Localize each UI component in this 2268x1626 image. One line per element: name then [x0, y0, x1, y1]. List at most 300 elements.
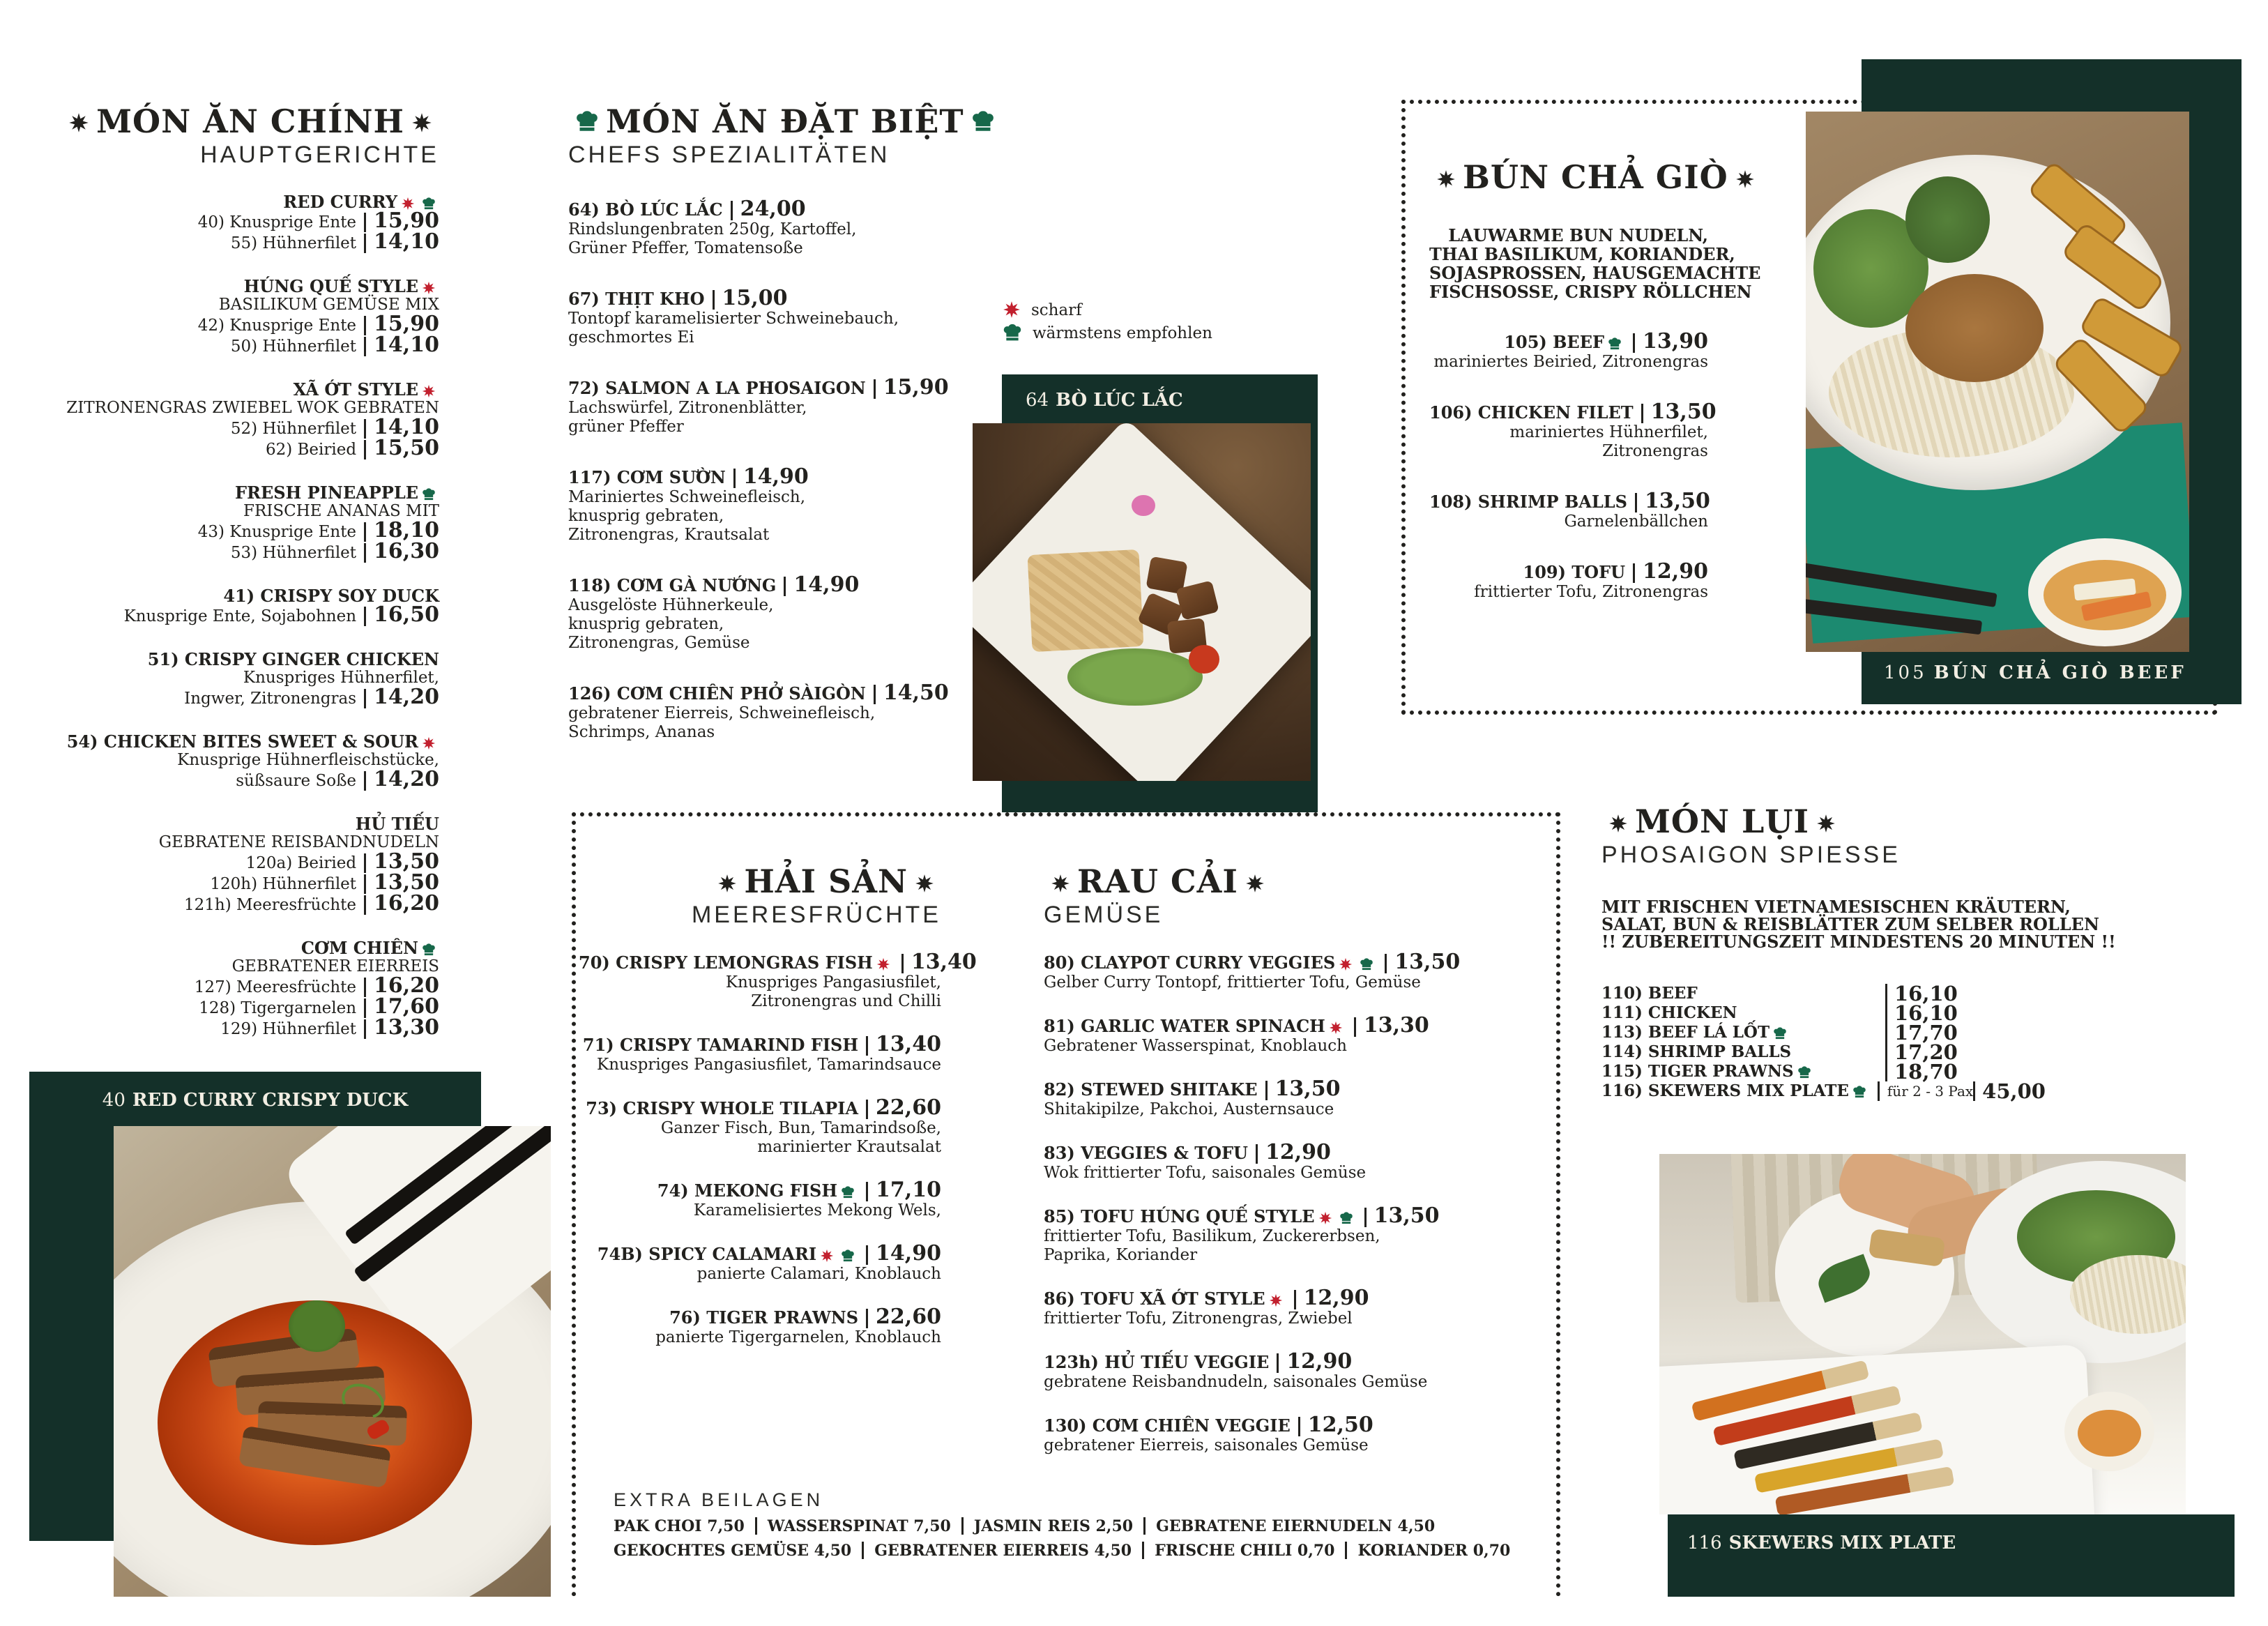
chili-icon: [1265, 1289, 1286, 1309]
item-desc: Mariniertes Schweinefleisch,: [568, 488, 806, 506]
star-icon: [61, 102, 96, 140]
menu-item: [568, 681, 949, 742]
section-extra-beilagen: [614, 1489, 1576, 1560]
menu-item: 55) Hühnerfilet 14,10: [230, 229, 439, 254]
divider: [1142, 1542, 1144, 1559]
menu-group: [56, 192, 439, 253]
menu-item: [1044, 1203, 1493, 1265]
chili-icon: [1325, 1016, 1346, 1036]
item-desc: Paprika, Koriander: [1044, 1246, 1198, 1264]
price-divider: [866, 1036, 868, 1056]
title-vietnamese: MÓN ĂN CHÍNH: [96, 102, 404, 140]
title-vietnamese: MÓN ĂN ĐẶT BIỆT: [606, 102, 964, 140]
item-desc: süßsaure Soße 14,20: [236, 767, 439, 791]
group-subtitle: GEBRATENE REISBANDNUDELN: [158, 833, 439, 851]
item-desc: Grüner Pfeffer, Tomatensoße: [568, 239, 803, 257]
section-title: [579, 863, 941, 899]
photo-caption: [1884, 662, 2186, 683]
menu-item: [568, 286, 945, 347]
item-desc: knusprig gebraten,: [568, 507, 724, 525]
menu-group: [56, 380, 439, 459]
item-title: 117) CƠM SƯỜN 14,90: [568, 464, 809, 489]
group-title: 54) CHICKEN BITES SWEET & SOUR: [56, 732, 439, 751]
item-title: 81) GARLIC WATER SPINACH 13,30: [1044, 1013, 1429, 1038]
legend-spicy-label: scharf: [1031, 301, 1082, 319]
menu-item: [1044, 1140, 1493, 1183]
star-icon: [908, 863, 941, 900]
section-title: [1044, 863, 1493, 899]
star-icon: [1809, 803, 1843, 840]
chef-hat-icon: [1849, 1081, 1870, 1100]
price-divider: [1364, 1208, 1367, 1227]
price-divider: [364, 234, 366, 253]
section-description: [1601, 897, 2116, 952]
menu-group: [56, 814, 439, 915]
menu-item: 129) Hühnerfilet 13,30: [220, 1015, 439, 1040]
dish-name: BÚN CHẢ GIÒ BEEF: [1933, 662, 2186, 683]
group-title: FRESH PINEAPPLE: [56, 483, 439, 502]
chef-hat-icon: [1336, 1206, 1357, 1226]
photo-caption: [1026, 390, 1318, 411]
item-title: 105) BEEF 13,90: [1504, 329, 1708, 354]
item-title: 108) SHRIMP BALLS 13,50: [1429, 489, 1710, 513]
side-dish: GEKOCHTES GEMÜSE 4,50: [614, 1542, 852, 1560]
menu-item: [568, 199, 945, 258]
price-divider: [364, 213, 366, 232]
description-line: FISCHSOSSE, CRISPY RÖLLCHEN: [1429, 282, 1752, 302]
chili-icon: [1315, 1206, 1336, 1226]
menu-item: [568, 464, 945, 545]
price-divider: [364, 440, 366, 459]
section-chefs-spezialitaeten: [568, 102, 964, 742]
menu-item: 128) Tigergarnelen 17,60: [199, 994, 439, 1019]
menu-item: [1429, 489, 1710, 531]
item-title: 114) SHRIMP BALLS: [1601, 1042, 1792, 1061]
item-title: 123h) HỦ TIẾU VEGGIE 12,90: [1044, 1349, 1353, 1374]
section-title: EXTRA BEILAGEN: [614, 1489, 824, 1510]
side-dish: GEBRATENER EIERREIS 4,50: [874, 1542, 1132, 1560]
legend-spicy: [999, 298, 1212, 321]
chef-hat-icon: [568, 102, 606, 140]
price-divider: [731, 201, 733, 220]
divider: [1143, 1517, 1146, 1535]
price-divider: [1354, 1017, 1356, 1037]
item-title: 82) STEWED SHITAKE 13,50: [1044, 1077, 1341, 1101]
item-price: 17,70: [1885, 1023, 1950, 1042]
group-title: CƠM CHIÊN: [56, 939, 439, 957]
item-price: 15,90: [883, 375, 949, 400]
price-divider: [866, 1309, 868, 1328]
price-divider: [364, 522, 366, 542]
chef-hat-icon: [964, 102, 1002, 140]
item-title: 71) CRISPY TAMARIND FISH 13,40: [582, 1032, 941, 1056]
price-divider: [733, 469, 736, 488]
price-divider: [866, 1100, 868, 1119]
menu-item-list: [579, 950, 977, 1347]
item-desc: Zitronengras, Krautsalat: [568, 526, 770, 544]
dish-number: 105: [1884, 662, 1927, 683]
group-title: HỦ TIẾU: [355, 814, 439, 834]
price-divider: [364, 337, 366, 356]
side-dish: WASSERSPINAT 7,50: [767, 1517, 951, 1535]
item-title: 130) CƠM CHIÊN VEGGIE 12,50: [1044, 1413, 1373, 1437]
item-desc: Wok frittierter Tofu, saisonales Gemüse: [1044, 1164, 1367, 1182]
item-desc: gebratene Reisbandnudeln, saisonales Gemüse: [1044, 1373, 1428, 1391]
price-divider: [364, 895, 366, 915]
menu-item: [1044, 1349, 1493, 1392]
group-subtitle: ZITRONENGRAS ZWIEBEL WOK GEBRATEN: [66, 399, 439, 417]
item-price: 22,60: [876, 1095, 941, 1120]
item-price: 14,20: [374, 767, 439, 791]
item-title: 113) BEEF LÁ LỐT: [1601, 1023, 1885, 1042]
item-desc: gebratener Eierreis, saisonales Gemüse: [1044, 1436, 1369, 1454]
menu-group: [56, 939, 439, 1039]
star-icon: [1728, 158, 1762, 196]
item-price: 14,90: [876, 1241, 941, 1266]
title-vietnamese: HẢI SẢN: [744, 863, 908, 900]
chef-hat-icon: [1356, 952, 1377, 973]
item-desc: panierte Tigergarnelen, Knoblauch: [655, 1328, 941, 1346]
group-subtitle: BASILIKUM GEMÜSE MIX: [218, 296, 439, 314]
menu-item-list: [1044, 952, 1493, 1455]
menu-item: [1044, 952, 1493, 992]
group-subtitle: GEBRATENER EIERREIS: [231, 957, 439, 975]
item-price: 16,20: [374, 973, 439, 998]
price-divider: [364, 998, 366, 1018]
side-dish: FRISCHE CHILI 0,70: [1155, 1542, 1335, 1560]
group-title: HÚNG QUẾ STYLE: [56, 277, 439, 296]
item-title: 67) THỊT KHO 15,00: [568, 286, 788, 310]
item-price: 22,60: [876, 1305, 941, 1329]
menu-item: [1601, 1079, 2046, 1103]
menu-item: [1601, 1040, 1958, 1064]
menu-item: 53) Hühnerfilet 16,30: [230, 539, 439, 563]
price-divider: [364, 419, 366, 439]
section-hai-san: [579, 863, 977, 1347]
item-price: 13,50: [1274, 1077, 1341, 1101]
item-price: 16,30: [374, 539, 439, 563]
item-desc: Zitronengras: [1602, 442, 1708, 460]
item-title: 109) TOFU 12,90: [1523, 559, 1708, 584]
item-price: 13,50: [374, 849, 439, 874]
section-title: [568, 102, 964, 140]
chef-hat-icon: [418, 938, 439, 958]
item-desc: Rindslungenbraten 250g, Kartoffel,: [568, 220, 857, 238]
description-line: SALAT, BUN & REISBLÄTTER ZUM SELBER ROLLEN: [1601, 914, 2099, 934]
price-divider: [1256, 1144, 1258, 1164]
description-line: THAI BASILIKUM, KORIANDER,: [1429, 244, 1735, 264]
item-price: 12,50: [1307, 1413, 1373, 1437]
description-line: !! ZUBEREITUNGSZEIT MINDESTENS 20 MINUTEN !!: [1601, 932, 2116, 952]
price-divider: [1878, 1081, 1880, 1101]
title-german: HAUPTGERICHTE: [200, 142, 439, 168]
section-title: [56, 103, 439, 139]
menu-item: [579, 1032, 941, 1074]
item-price: 17,60: [374, 994, 439, 1019]
item-desc: gebratener Eierreis, Schweinefleisch,: [568, 704, 876, 722]
item-price: 12,90: [1303, 1286, 1369, 1310]
price-divider: [364, 316, 366, 335]
chili-icon: [999, 301, 1024, 320]
menu-item: [1429, 400, 1717, 461]
menu-item: 120a) Beiried 13,50: [245, 849, 439, 874]
item-desc: Gebratener Wasserspinat, Knoblauch: [1044, 1037, 1347, 1055]
item-note: für 2 - 3 Pax: [1870, 1081, 1973, 1101]
menu-item: [568, 375, 949, 436]
price-divider: [874, 379, 876, 399]
item-title: 74) MEKONG FISH 17,10: [657, 1178, 941, 1202]
menu-group: [56, 732, 439, 791]
price-divider: [1385, 954, 1387, 973]
item-title: 74B) SPICY CALAMARI 14,90: [597, 1241, 941, 1266]
section-rau-cai: [1044, 863, 1493, 1455]
title-vietnamese: BÚN CHẢ GIÒ: [1463, 158, 1728, 196]
item-desc: Schrimps, Ananas: [568, 723, 715, 741]
item-desc: Shitakipilze, Pakchoi, Austernsauce: [1044, 1100, 1334, 1118]
side-dish: PAK CHOI 7,50: [614, 1517, 745, 1535]
side-dish-list: [614, 1517, 1576, 1560]
item-desc: Knuspriges Pangasiusfilet,: [725, 973, 941, 991]
star-icon: [1044, 863, 1077, 900]
item-desc: frittierter Tofu, Basilikum, Zuckererbsen,: [1044, 1227, 1380, 1245]
item-title: 70) CRISPY LEMONGRAS FISH 13,40: [579, 950, 977, 974]
item-title: 73) CRISPY WHOLE TILAPIA 22,60: [586, 1095, 941, 1120]
item-desc: Ganzer Fisch, Bun, Tamarindsoße,: [660, 1119, 941, 1137]
price-divider: [1298, 1417, 1300, 1436]
divider: [755, 1517, 757, 1535]
item-price: 13,30: [374, 1015, 439, 1040]
star-icon: [710, 863, 744, 900]
divider: [961, 1517, 964, 1535]
item-desc: panierte Calamari, Knoblauch: [697, 1265, 941, 1283]
item-price: 15,00: [722, 286, 788, 310]
menu-item: [1601, 1001, 1958, 1025]
menu-item: 42) Knusprige Ente 15,90: [197, 312, 439, 336]
item-desc: Gelber Curry Tontopf, frittierter Tofu, Gemüse: [1044, 973, 1421, 991]
item-price: 13,30: [1363, 1013, 1429, 1038]
item-desc: Tontopf karamelisierter Schweinebauch,: [568, 310, 899, 328]
description-line: MIT FRISCHEN VIETNAMESISCHEN KRÄUTERN,: [1601, 897, 2071, 917]
price-divider: [1277, 1353, 1279, 1373]
photo-panel-skewers: [1668, 1514, 2235, 1597]
item-title: 76) TIGER PRAWNS 22,60: [669, 1305, 941, 1329]
item-desc: knusprig gebraten,: [568, 615, 724, 633]
legend-recommended-label: wärmstens empfohlen: [1033, 324, 1212, 342]
group-title: XÃ ỚT STYLE: [56, 380, 439, 399]
star-icon: [1601, 803, 1635, 840]
item-title: 72) SALMON A LA PHOSAIGON 15,90: [568, 375, 949, 400]
menu-item: [1429, 559, 1708, 602]
item-price: 45,00: [1973, 1081, 2038, 1101]
chili-icon: [418, 731, 439, 752]
menu-item: [1044, 1286, 1493, 1328]
price-divider: [901, 954, 904, 973]
price-divider: [1633, 563, 1635, 583]
item-title: 116) SKEWERS MIX PLATE: [1601, 1081, 1870, 1101]
item-desc: marinierter Krautsalat: [757, 1138, 941, 1156]
item-price: 24,00: [740, 197, 806, 221]
side-dish: KORIANDER 0,70: [1357, 1542, 1511, 1560]
photo-red-curry-duck: [114, 1126, 551, 1597]
item-title: 118) CƠM GÀ NƯỚNG 14,90: [568, 572, 860, 597]
item-desc: Ausgelöste Hühnerkeule,: [568, 596, 774, 614]
menu-group: [56, 483, 439, 563]
item-desc: Zitronengras, Gemüse: [568, 634, 750, 652]
price-divider: [784, 577, 786, 596]
item-price: 13,50: [374, 870, 439, 895]
item-price: 14,10: [374, 415, 439, 439]
item-price: 14,90: [743, 464, 809, 489]
chef-hat-icon: [1604, 332, 1625, 352]
item-title: 111) CHICKEN: [1601, 1003, 1737, 1022]
item-price: 15,90: [374, 208, 439, 233]
menu-item: [579, 1307, 941, 1347]
price-divider: [1641, 404, 1643, 423]
price-divider: [364, 853, 366, 873]
dish-number: 116: [1687, 1533, 1722, 1553]
chili-icon: [1335, 952, 1356, 973]
price-divider: [1635, 493, 1637, 512]
price-divider: [364, 543, 366, 563]
item-price: 14,90: [793, 572, 860, 597]
star-icon: [1238, 863, 1272, 900]
item-price: 15,90: [374, 312, 439, 336]
item-desc: Karamelisiertes Mekong Wels,: [693, 1201, 941, 1220]
menu-item: [579, 1180, 941, 1220]
item-desc: Knusprige Ente, Sojabohnen 16,50: [123, 602, 439, 627]
menu-item: [568, 572, 945, 653]
price-divider: [1294, 1290, 1296, 1309]
price-divider: [713, 290, 715, 310]
item-price: 15,50: [374, 436, 439, 460]
item-price: 13,50: [1650, 400, 1717, 424]
menu-item: [1601, 1021, 1958, 1044]
price-divider: [364, 1019, 366, 1039]
price-divider: [1633, 333, 1635, 353]
photo-skewers-mix-plate: [1659, 1154, 2186, 1514]
photo-caption: [1687, 1533, 2235, 1553]
side-dish: GEBRATENE EIERNUDELN 4,50: [1156, 1517, 1436, 1535]
divider: [1345, 1542, 1347, 1559]
section-title: [1429, 158, 1728, 196]
star-icon: [404, 102, 439, 140]
menu-item: [1601, 1060, 1958, 1084]
menu-item: [579, 1095, 941, 1157]
item-price: 14,10: [374, 333, 439, 357]
group-title: 41) CRISPY SOY DUCK: [223, 586, 439, 606]
group-subtitle: FRISCHE ANANAS MIT: [243, 502, 439, 520]
item-price: 16,10: [1885, 1003, 1950, 1023]
legend-recommended: [999, 321, 1212, 344]
menu-item: 121h) Meeresfrüchte 16,20: [183, 891, 439, 915]
menu-item: 62) Beiried 15,50: [265, 436, 439, 460]
menu-item: [1601, 982, 1958, 1005]
item-price: 18,70: [1885, 1062, 1950, 1081]
item-desc: Zitronengras und Chilli: [751, 992, 941, 1010]
chef-hat-icon: [1770, 1023, 1790, 1042]
menu-item: [1429, 329, 1708, 372]
description-line: SOJASPROSSEN, HAUSGEMACHTE: [1429, 263, 1761, 283]
item-title: 110) BEEF: [1601, 984, 1698, 1003]
menu-group: [56, 586, 439, 626]
photo-caption: [29, 1090, 481, 1111]
item-desc: Ingwer, Zitronengras 14,20: [184, 685, 439, 709]
side-dish-row: [614, 1542, 1576, 1560]
menu-item-list: [1601, 982, 2046, 1103]
dish-number: 40: [102, 1090, 125, 1111]
menu-item: 43) Knusprige Ente 18,10: [197, 518, 439, 542]
title-german: MEERESFRÜCHTE: [691, 902, 941, 928]
item-title: 83) VEGGIES & TOFU 12,90: [1044, 1140, 1331, 1164]
item-title: 80) CLAYPOT CURRY VEGGIES 13,50: [1044, 950, 1461, 974]
item-title: 86) TOFU XÃ ỚT STYLE 12,90: [1044, 1286, 1369, 1310]
star-icon: [1429, 158, 1463, 196]
item-desc: frittierter Tofu, Zitronengras: [1474, 583, 1708, 601]
item-price: 13,90: [1643, 329, 1708, 354]
menu-item: [579, 1241, 941, 1284]
item-price: 14,50: [883, 681, 949, 705]
title-vietnamese: MÓN LỤI: [1635, 803, 1810, 840]
item-title: 126) CƠM CHIÊN PHỞ SÀIGÒN 14,50: [568, 681, 949, 705]
title-german: CHEFS SPEZIALITÄTEN: [568, 142, 890, 168]
price-divider: [364, 874, 366, 894]
chef-hat-icon: [418, 483, 439, 503]
divider: [862, 1542, 864, 1559]
item-price: 13,40: [911, 950, 977, 974]
section-title: [1601, 803, 1950, 839]
item-desc: frittierter Tofu, Zitronengras, Zwiebel: [1044, 1309, 1353, 1328]
menu-item: [579, 950, 977, 1011]
item-price: 13,50: [1373, 1203, 1440, 1228]
item-desc: Garnelenbällchen: [1564, 512, 1708, 531]
price-divider: [866, 1245, 868, 1265]
item-price: 18,10: [374, 518, 439, 542]
side-dish: JASMIN REIS 2,50: [973, 1517, 1134, 1535]
dish-name: SKEWERS MIX PLATE: [1728, 1533, 1956, 1553]
photo-bo-luc-lac: [973, 423, 1311, 781]
item-price: 17,10: [876, 1178, 941, 1202]
menu-item: [1044, 1079, 1493, 1119]
price-divider: [364, 978, 366, 997]
menu-item: [1044, 1415, 1493, 1455]
menu-item: [1044, 1013, 1493, 1056]
section-description: [1429, 225, 1761, 302]
item-title: 85) TOFU HÚNG QUẾ STYLE 13,50: [1044, 1203, 1440, 1228]
chili-icon: [873, 952, 894, 973]
price-divider: [874, 685, 876, 704]
description-line: LAUWARME BUN NUDELN,: [1448, 225, 1708, 245]
item-price: 16,50: [374, 602, 439, 627]
item-price: 13,40: [876, 1032, 941, 1056]
dish-number: 64: [1026, 390, 1049, 411]
item-desc: Knusprige Hühnerfleischstücke,: [177, 751, 439, 769]
title-german: GEMÜSE: [1044, 902, 1164, 928]
item-title: 64) BÒ LÚC LẮC 24,00: [568, 197, 806, 221]
menu-item: 127) Meeresfrüchte 16,20: [194, 973, 439, 998]
price-divider: [364, 771, 366, 791]
item-price: 14,10: [374, 229, 439, 254]
chef-hat-icon: [999, 323, 1026, 344]
item-desc: mariniertes Hühnerfilet,: [1509, 423, 1708, 441]
item-desc: grüner Pfeffer: [568, 418, 684, 436]
item-price: 17,20: [1885, 1042, 1950, 1062]
item-price: 14,20: [374, 685, 439, 709]
photo-bun-cha-gio: [1806, 112, 2189, 652]
price-divider: [1265, 1081, 1268, 1100]
chef-hat-icon: [1794, 1062, 1815, 1081]
item-price: 13,50: [1394, 950, 1461, 974]
side-dish-row: [614, 1517, 1576, 1535]
